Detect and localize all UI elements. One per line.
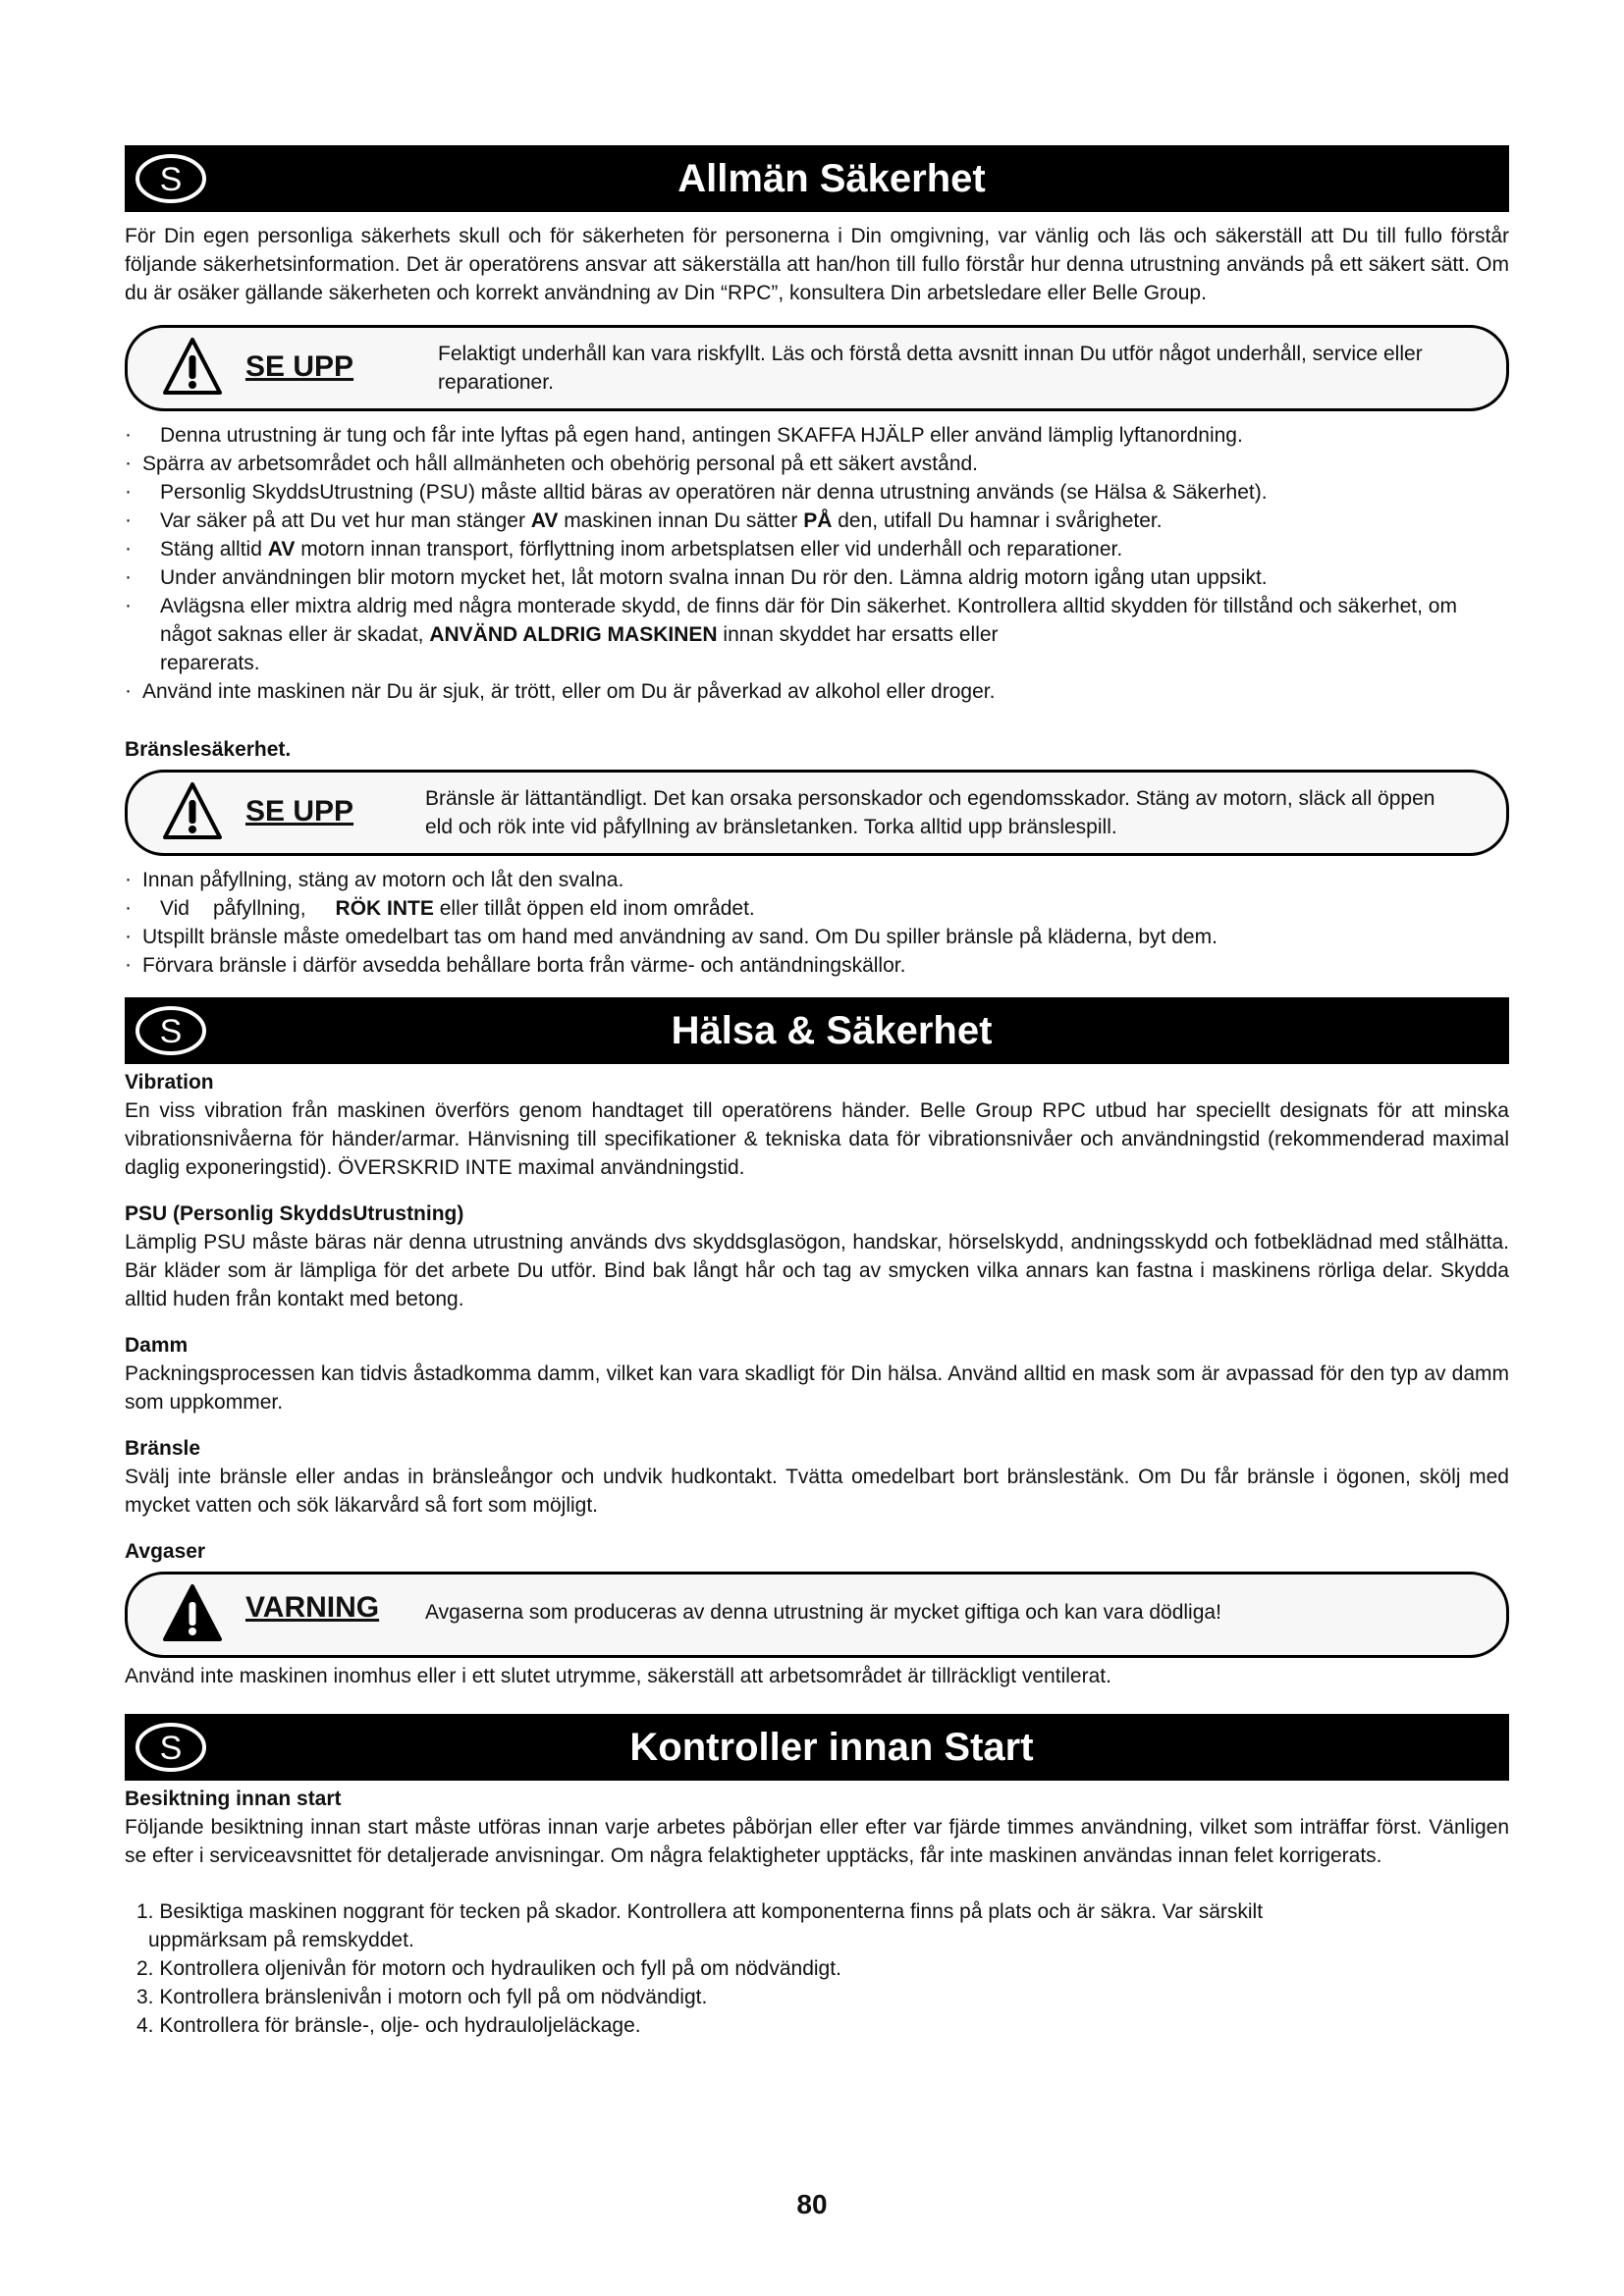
bold-run: ANVÄND ALDRIG MASKINEN [429, 623, 718, 646]
dust-paragraph: Packningsprocessen kan tidvis åstadkomma damm, vilket kan vara skadligt för Din hälsa. Använd alltid en mask som är avpassad för den typ av damm som uppkommer. [125, 1362, 1509, 1414]
warning-label: VARNING [245, 1591, 380, 1624]
text-run: Vid [160, 897, 189, 920]
exhaust-warning-box [125, 1572, 1509, 1658]
svg-text:S: S [159, 1013, 183, 1050]
exhaust-paragraph: Använd inte maskinen inomhus eller i ett slutet utrymme, säkerställ att arbetsområdet är tillräckligt ventilerat. [125, 1665, 1111, 1687]
safety-bullet-list [125, 421, 1509, 706]
list-item [125, 894, 1509, 923]
section-banner-health-safety [125, 997, 1509, 1064]
inspection-heading: Besiktning innan start [125, 1788, 342, 1810]
list-item: · Använd inte maskinen när Du är sjuk, är trött, eller om Du är påverkad av alkohol eller droger. [125, 677, 1509, 706]
svg-text:S: S [159, 1730, 183, 1767]
list-item: · Personlig SkyddsUtrustning (PSU) måste alltid bäras av operatören när denna utrustning används (se Hälsa & Säkerhet). [125, 478, 1509, 507]
text-run: innan skyddet har ersatts eller [717, 623, 999, 646]
warning-text: Avgaserna som produceras av denna utrustning är mycket giftiga och kan vara dödliga! [425, 1601, 1221, 1624]
text-run: den, utifall Du hamnar i svårigheter. [832, 509, 1163, 532]
vibration-heading: Vibration [125, 1071, 214, 1094]
text-run: maskinen innan Du sätter [558, 509, 804, 532]
caution-text: Felaktigt underhåll kan vara riskfyllt. Läs och förstå detta avsnitt innan Du utför något underhåll, service eller reparationer. [438, 343, 1423, 394]
bold-run: AV [267, 538, 296, 561]
inspection-steps [125, 1897, 1509, 2040]
list-item: · Utspillt bränsle måste omedelbart tas om hand med användning av sand. Om Du spiller bränsle på kläderna, byt dem. [125, 923, 1509, 951]
intro-paragraph: För Din egen personliga säkerhets skull och för säkerheten för personerna i Din omgivning, var vänlig och läs och säkerställ att Du till fullo förstår följande säkerhetsinformation. Det är operatörens ansvar att säkerställa att han/hon till fullo förstår hur denna utrustning används på ett säkert sätt. Om du är osäker gällande säkerheten och korrekt användning av Din “RPC”, konsultera Din arbetsledare eller Belle Group. [125, 225, 1509, 304]
caution-box [125, 325, 1509, 411]
warning-triangle-outline-icon [161, 780, 224, 841]
text-run: reparerats. [160, 652, 260, 674]
dust-heading: Damm [125, 1334, 189, 1357]
section-title: Hälsa & Säkerhet [671, 1009, 993, 1052]
warning-triangle-outline-icon [161, 336, 224, 397]
bold-run: PÅ [803, 509, 833, 532]
text-run: eller tillåt öppen eld inom området. [433, 897, 755, 920]
list-item: 3. Kontrollera bränslenivån i motorn och fyll på om nödvändigt. [136, 1986, 708, 2008]
text-run: Avlägsna eller mixtra aldrig med några monterade skydd, de finns där för Din säkerhet. Kontrollera alltid skydden för tillstånd och säkerhet, om något saknas eller är skadat, [160, 595, 1457, 646]
list-item: · Denna utrustning är tung och får inte lyftas på egen hand, antingen SKAFFA HJÄLP eller använd lämplig lyftanordning. [125, 421, 1509, 450]
text-run: Stäng alltid [160, 538, 268, 561]
psu-heading: PSU (Personlig SkyddsUtrustning) [125, 1202, 464, 1225]
list-item: · Spärra av arbetsområdet och håll allmänheten och obehörig personal på ett säkert avstånd. [125, 450, 1509, 478]
fuel-caution-box [125, 770, 1509, 856]
fuel-bullet-list [125, 866, 1509, 980]
warning-triangle-filled-icon [161, 1582, 224, 1643]
text-run: påfyllning, [212, 897, 306, 920]
bold-run: RÖK INTE [335, 897, 434, 920]
list-item: 2. Kontrollera oljenivån för motorn och hydrauliken och fyll på om nödvändigt. [136, 1957, 841, 1980]
fuel-heading: Bränsle [125, 1437, 201, 1460]
caution-label: SE UPP [245, 350, 354, 383]
text-run: 1. Besiktiga maskinen noggrant för tecken på skador. Kontrollera att komponenterna finns på plats och är säkra. Var särskilt [136, 1900, 1264, 1923]
text-run: motorn innan transport, förflyttning inom arbetsplatsen eller vid underhåll och reparationer. [295, 538, 1123, 561]
section-title: Allmän Säkerhet [677, 157, 986, 200]
section-banner-pre-start-checks [125, 1714, 1509, 1781]
svg-text:S: S [159, 161, 183, 198]
list-item: · Innan påfyllning, stäng av motorn och låt den svalna. [125, 866, 1509, 894]
list-item: · Förvara bränsle i därför avsedda behållare borta från värme- och antändningskällor. [125, 951, 1509, 980]
list-item [125, 535, 1509, 563]
section-title: Kontroller innan Start [629, 1726, 1034, 1769]
inspection-paragraph: Följande besiktning innan start måste utföras innan varje arbetes påbörjan eller efter var fjärde timmes användning, vilket som inträffar först. Vänligen se efter i serviceavsnittet för detaljerade anvisningar. Om några felaktigheter upptäcks, får inte maskinen användas innan felet korrigerats. [125, 1816, 1509, 1867]
psu-paragraph: Lämplig PSU måste bäras när denna utrustning används dvs skyddsglasögon, handskar, hörselskydd, andningsskydd och fotbeklädnad med stålhätta. Bär kläder som är lämpliga för det arbete Du utför. Bind bak långt hår och tag av smycken vilka annars kan fastna i maskinens rörliga delar. Skydda alltid huden från kontakt med betong. [125, 1231, 1509, 1310]
section-banner-general-safety [125, 145, 1509, 212]
caution-text: Bränsle är lättantändligt. Det kan orsaka personskador och egendomsskador. Stäng av motorn, släck all öppen eld och rök inte vid påfyllning av bränsletanken. Torka alltid upp bränslespill. [425, 787, 1435, 838]
exhaust-heading: Avgaser [125, 1540, 206, 1563]
text-run: Var säker på att Du vet hur man stänger [160, 509, 531, 532]
list-item [125, 592, 1509, 677]
list-item [125, 1897, 1509, 1954]
page-content [125, 145, 1509, 2040]
text-run: uppmärksam på remskyddet. [148, 1929, 414, 1951]
list-item: 4. Kontrollera för bränsle-, olje- och hydrauloljeläckage. [136, 2014, 641, 2037]
caution-label: SE UPP [245, 795, 354, 828]
bold-run: AV [530, 509, 559, 532]
list-item [125, 507, 1509, 535]
fuel-safety-heading: Bränslesäkerhet. [125, 738, 292, 761]
vibration-paragraph: En viss vibration från maskinen överförs genom handtaget till operatörens händer. Belle Group RPC utbud har speciellt designats för att minska vibrationsnivåerna för händer/armar. Hänvisning till specifikationer & tekniska data för vibrationsnivåer och användningstid (rekommenderad maximal daglig exponeringstid). ÖVERSKRID INTE maximal användningstid. [125, 1099, 1509, 1179]
fuel-paragraph: Svälj inte bränsle eller andas in bränsleångor och undvik hudkontakt. Tvätta omedelbart bort bränslestänk. Om Du får bränsle i ögonen, skölj med mycket vatten och sök läkarvård så fort som möjligt. [125, 1466, 1509, 1517]
page-number: 80 [796, 2189, 828, 2219]
list-item: · Under användningen blir motorn mycket het, låt motorn svalna innan Du rör den. Lämna aldrig motorn igång utan uppsikt. [125, 563, 1509, 592]
